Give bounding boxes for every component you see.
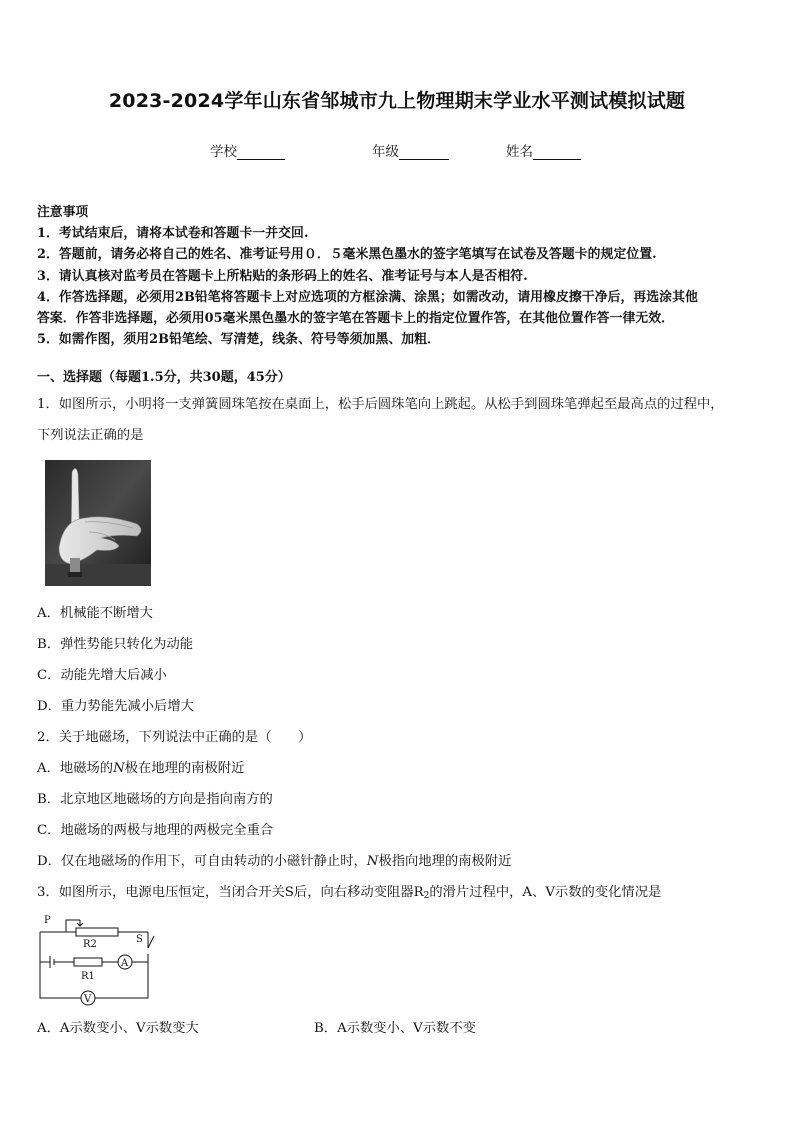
question-2-option-d[interactable] bbox=[37, 850, 511, 869]
question-1-stem bbox=[37, 389, 762, 451]
question-3-option-b[interactable]: B．A示数变小、V示数不变 bbox=[314, 1021, 476, 1036]
circuit-label-r1: R1 bbox=[81, 971, 95, 982]
option-text: D．仅在地磁场的作用下，可自由转动的小磁针静止时， bbox=[37, 854, 367, 869]
question-2-option-c[interactable]: C．地磁场的两极与地理的两极完全重合 bbox=[37, 823, 274, 838]
stem-subscript: 2 bbox=[423, 891, 430, 901]
question-2-option-a[interactable] bbox=[37, 757, 244, 776]
option-text: 极在地理的南极附近 bbox=[124, 761, 245, 776]
school-label: 学校 bbox=[210, 144, 237, 160]
circuit-diagram bbox=[36, 912, 160, 1006]
name-label: 姓名 bbox=[506, 144, 533, 160]
notes-item: 3．请认真核对监考员在答题卡上所粘贴的条形码上的姓名、准考证号与本人是否相符. bbox=[37, 268, 528, 284]
question-1-option-d[interactable]: D．重力势能先减小后增大 bbox=[37, 699, 194, 714]
notes-item: 1．考试结束后，请将本试卷和答题卡一并交回. bbox=[37, 226, 309, 242]
notes-item: 答案．作答非选择题，必须用05毫米黑色墨水的签字笔在答题卡上的指定位置作答，在其他位置作答一律无效． bbox=[37, 311, 675, 327]
grade-blank[interactable] bbox=[399, 145, 449, 160]
notes-item: 4．作答选择题，必须用2B铅笔将答题卡上对应选项的方框涂满、涂黑；如需改动，请用橡皮擦干净后，再选涂其他 bbox=[37, 289, 698, 305]
stem-text: 的滑片过程中，A、V示数的变化情况是 bbox=[429, 885, 662, 900]
question-1-line1: 1．如图所示，小明将一支弹簧圆珠笔按在桌面上，松手后圆珠笔向上跳起。从松手到圆珠笔弹起至最高点的过程中， bbox=[37, 397, 724, 412]
question-1-option-a[interactable]: A．机械能不断增大 bbox=[37, 606, 153, 621]
question-1-option-c[interactable]: C．动能先增大后减小 bbox=[37, 668, 167, 683]
section-heading: 一、选择题（每题1.5分，共30题，45分） bbox=[37, 370, 291, 385]
question-2-option-b[interactable]: B．北京地区地磁场的方向是指向南方的 bbox=[37, 792, 273, 807]
circuit-label-r2: R2 bbox=[83, 939, 97, 950]
circuit-label-p: P bbox=[44, 915, 51, 926]
question-3-stem bbox=[37, 881, 661, 901]
circuit-label-a: A bbox=[121, 958, 129, 969]
grade-label: 年级 bbox=[372, 144, 399, 160]
question-1-line2: 下列说法正确的是 bbox=[37, 428, 144, 443]
option-symbol: N bbox=[113, 761, 125, 776]
circuit-label-v: V bbox=[84, 994, 92, 1005]
option-text: A．地磁场的 bbox=[37, 761, 114, 776]
stem-text: 3．如图所示，电源电压恒定，当闭合开关S后，向右移动变阻器R bbox=[37, 885, 424, 900]
question-1-option-b[interactable]: B．弹性势能只转化为动能 bbox=[37, 637, 194, 652]
option-symbol: N bbox=[366, 854, 379, 869]
question-2-stem: 2．关于地磁场，下列说法中正确的是（ ） bbox=[37, 730, 312, 745]
page-title: 2023-2024学年山东省邹城市九上物理期末学业水平测试模拟试题 bbox=[108, 90, 686, 112]
school-field[interactable] bbox=[210, 140, 285, 160]
grade-field[interactable] bbox=[372, 140, 449, 160]
pen-press-photo bbox=[45, 460, 151, 586]
question-3-option-a[interactable]: A．A示数变小、V示数变大 bbox=[37, 1021, 199, 1036]
circuit-label-s: S bbox=[136, 934, 143, 945]
name-field[interactable] bbox=[506, 140, 581, 160]
notes-heading: 注意事项 bbox=[37, 205, 89, 220]
notes-section bbox=[37, 202, 762, 350]
name-blank[interactable] bbox=[533, 145, 581, 160]
notes-item: 5．如需作图，须用2B铅笔绘、写清楚，线条、符号等须加黑、加粗． bbox=[37, 332, 440, 348]
notes-item: 2．答题前，请务必将自己的姓名、准考证号用０．５毫米黑色墨水的签字笔填写在试卷及答题卡的规定位置. bbox=[37, 247, 657, 263]
school-blank[interactable] bbox=[237, 145, 285, 160]
option-text: 极指向地理的南极附近 bbox=[378, 854, 512, 869]
